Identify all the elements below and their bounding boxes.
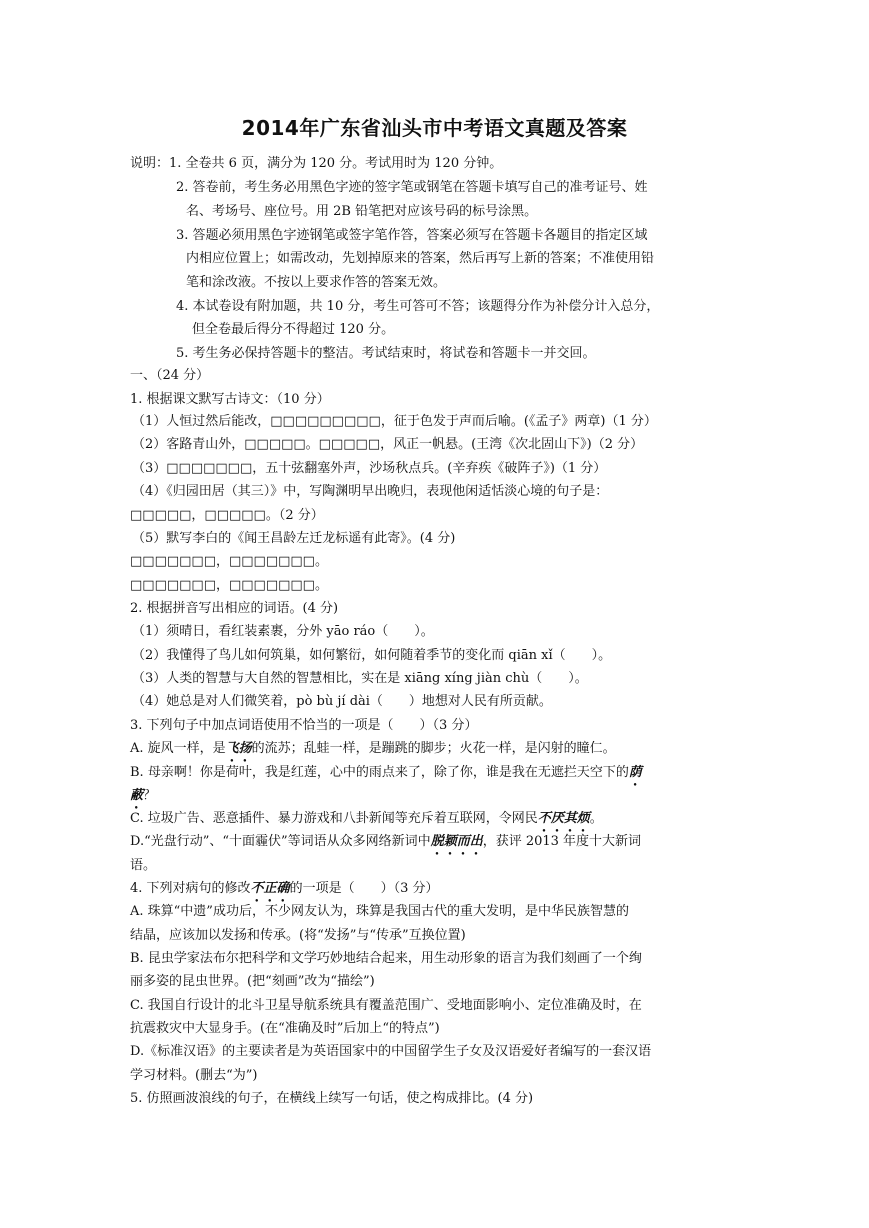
q3-option-d [130, 832, 641, 858]
q4-option-c-1: C. 我国自行设计的北斗卫星导航系统具有覆盖范围广、受地面影响小、定位准确及时，在 [130, 998, 642, 1013]
q3-a-text: A. 旋风一样，是 [130, 741, 226, 756]
q4-option-b-2: 丽多姿的昆虫世界。(把“刻画”改为“描绘”) [130, 974, 375, 989]
q3-option-d-cont: 语。 [130, 858, 157, 873]
instructions-line-3b: 内相应位置上；如需改动，先划掉原来的答案，然后再写上新的答案；不准使用铅 [186, 251, 655, 266]
q4-option-b-1: B. 昆虫学家法布尔把科学和文学巧妙地结合起来，用生动形象的语言为我们刻画了一个绚 [130, 951, 642, 966]
instructions-line-2a: 2. 答卷前，考生务必用黑色字迹的签字笔或钢笔在答题卡填写自己的准考证号、姓 [176, 180, 648, 195]
q3-b-dotted-word-2: 蔽 [130, 788, 144, 803]
section-heading: 一、（24 分） [130, 368, 210, 383]
q1-stem: 1. 根据课文默写古诗文：（10 分） [130, 392, 330, 407]
q3-a-dotted-word: 飞扬 [225, 741, 252, 756]
q2-item-4: （4）她总是对人们微笑着，pò bù jí dài（ ）地想对人民有所贡献。 [132, 694, 552, 709]
q3-d-dotted-word: 脱颖而出 [430, 834, 483, 849]
q4-option-d-2: 学习材料。(删去“为”) [130, 1068, 258, 1083]
q4-stem-text: 4. 下列对病句的修改 [130, 881, 251, 896]
q4-option-a-1: A. 珠算“中遗”成功后，不少网友认为，珠算是我国古代的重大发明，是中华民族智慧的 [130, 904, 629, 919]
q3-d-text: D.“光盘行动”、“十面霾伏”等词语从众多网络新词中 [130, 834, 431, 849]
q1-item-2: （2）客路青山外，□□□□□。□□□□□，风正一帆悬。(王湾《次北固山下》)（2 分） [132, 437, 644, 452]
q2-item-2: （2）我懂得了鸟儿如何筑巢，如何繁衍，如何随着季节的变化而 qiān xǐ（ ）。 [132, 648, 612, 663]
q3-stem: 3. 下列句子中加点词语使用不恰当的一项是（ ）（3 分） [130, 718, 478, 733]
q1-item-3: （3）□□□□□□□，五十弦翻塞外声，沙场秋点兵。(辛弃疾《破阵子》)（1 分） [132, 461, 607, 476]
q1-item-4-answer: □□□□□，□□□□□。（2 分） [130, 508, 324, 523]
q4-option-d-1: D.《标准汉语》的主要读者是为英语国家中的中国留学生子女及汉语爱好者编写的一套汉语 [130, 1044, 652, 1059]
q3-b-text-end: ？ [143, 788, 157, 803]
instructions-line-1: 说明：1. 全卷共 6 页，满分为 120 分。考试用时为 120 分钟。 [130, 156, 503, 171]
q2-item-3: （3）人类的智慧与大自然的智慧相比，实在是 xiāng xíng jiàn chù（ ）。 [132, 671, 588, 686]
q2-stem: 2. 根据拼音写出相应的词语。(4 分) [130, 601, 339, 616]
q3-option-b [130, 763, 642, 789]
q4-stem-text-end: 的一项是（ ）（3 分） [289, 881, 439, 896]
q2-item-1: （1）须晴日，看红装素裹，分外 yāo ráo（ ）。 [132, 624, 434, 639]
q1-item-5: （5）默写李白的《闻王昌龄左迁龙标遥有此寄》。(4 分) [132, 531, 456, 546]
instructions-line-4b: 但全卷最后得分不得超过 120 分。 [192, 322, 395, 337]
instructions-line-5: 5. 考生务必保持答题卡的整洁。考试结束时，将试卷和答题卡一并交回。 [176, 346, 596, 361]
q4-option-a-2: 结晶，应该加以发扬和传承。(将“发扬”与“传承”互换位置) [130, 928, 466, 943]
q4-option-c-2: 抗震救灾中大显身手。(在“准确及时”后加上“的特点”) [130, 1021, 440, 1036]
q3-a-text-end: 的流苏；乱蛙一样，是蹦跳的脚步；火花一样，是闪射的瞳仁。 [251, 741, 616, 756]
q3-d-text-end: ，获评 2013 年度十大新词 [482, 834, 642, 849]
instructions-line-4a: 4. 本试卷设有附加题，共 10 分，考生可答可不答；该题得分作为补偿分计入总分， [176, 299, 660, 314]
q3-c-text-end: 。 [589, 811, 603, 826]
q1-item-5-answer-2: □□□□□□□，□□□□□□□。 [130, 578, 328, 593]
q1-item-1: （1）人恒过然后能改，□□□□□□□□□，征于色发于声而后喻。(《孟子》两章)（1 分） [132, 414, 657, 429]
q1-item-4: （4）《归园田居（其三）》中，写陶渊明早出晚归，表现他闲适恬淡心境的句子是： [132, 484, 609, 499]
q3-b-text: B. 母亲啊！你是荷叶，我是红莲，心中的雨点来了，除了你，谁是我在无遮拦天空下的 [130, 765, 629, 780]
q3-c-text: C. 垃圾广告、恶意插件、暴力游戏和八卦新闻等充斥着互联网，令网民 [130, 811, 538, 826]
q4-stem-dotted-word: 不正确 [250, 881, 290, 896]
instructions-line-2b: 名、考场号、座位号。用 2B 铅笔把对应该号码的标号涂黑。 [186, 204, 538, 219]
q3-option-a [130, 739, 616, 765]
q5-stem: 5. 仿照画波浪线的句子，在横线上续写一句话，使之构成排比。(4 分) [130, 1091, 534, 1106]
q3-b-dotted-word-1: 荫 [628, 765, 642, 780]
instructions-line-3c: 笔和涂改液。不按以上要求作答的答案无效。 [186, 275, 447, 290]
q3-c-dotted-word: 不厌其烦 [537, 811, 590, 826]
q1-item-5-answer-1: □□□□□□□，□□□□□□□。 [130, 554, 328, 569]
instructions-line-3a: 3. 答题必须用黑色字迹钢笔或签字笔作答，答案必须写在答题卡各题目的指定区域 [176, 228, 648, 243]
page-title: 2014年广东省汕头市中考语文真题及答案 [241, 116, 628, 140]
